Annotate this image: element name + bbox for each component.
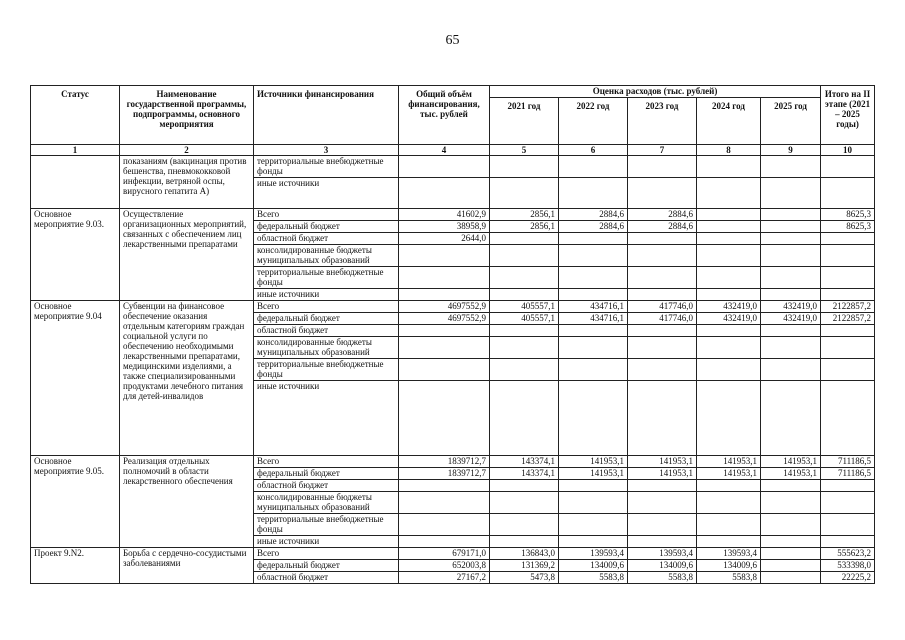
total-cell [399,156,490,178]
year-2022-cell [559,267,628,289]
program-name-cell: Субвенции на финансовое обеспечение оказания отдельным категориям граждан социальной услуги по обеспечению необходимыми лекарственными препаратами, медицинскими изделиями, а также специализированными продуктами лечебного питания для детей-инвалидов [120,301,254,456]
year-2024-cell [697,156,761,178]
year-2021-cell [490,492,559,514]
source-cell: иные источники [254,289,399,301]
year-2025-cell [761,325,821,337]
year-2023-cell: 5583,8 [628,572,697,584]
year-2021-cell [490,325,559,337]
header-2022: 2022 год [559,98,628,145]
year-2023-cell: 417746,0 [628,301,697,313]
year-2024-cell: 5583,8 [697,572,761,584]
year-2025-cell [761,209,821,221]
year-2024-cell [697,325,761,337]
year-2024-cell [697,492,761,514]
year-2021-cell: 2856,1 [490,209,559,221]
year-2025-cell: 432419,0 [761,313,821,325]
stage-total-cell: 533398,0 [821,560,875,572]
total-cell [399,536,490,548]
year-2024-cell [697,233,761,245]
stage-total-cell [821,381,875,456]
year-2023-cell [628,325,697,337]
year-2025-cell [761,359,821,381]
year-2024-cell: 141953,1 [697,456,761,468]
total-cell [399,359,490,381]
year-2021-cell [490,289,559,301]
stage-total-cell [821,267,875,289]
column-number: 2 [120,145,254,156]
year-2023-cell [628,480,697,492]
year-2024-cell [697,221,761,233]
year-2025-cell [761,480,821,492]
year-2022-cell [559,492,628,514]
header-total: Общий объём финансирования, тыс. рублей [399,86,490,145]
year-2023-cell [628,245,697,267]
year-2023-cell [628,381,697,456]
year-2024-cell: 432419,0 [697,313,761,325]
year-2023-cell [628,492,697,514]
year-2021-cell [490,178,559,209]
total-cell: 679171,0 [399,548,490,560]
year-2021-cell: 143374,1 [490,468,559,480]
year-2021-cell: 136843,0 [490,548,559,560]
year-2021-cell: 5473,8 [490,572,559,584]
year-2024-cell [697,359,761,381]
source-cell: территориальные внебюджетные фонды [254,514,399,536]
source-cell: федеральный бюджет [254,313,399,325]
column-number: 3 [254,145,399,156]
year-2023-cell [628,536,697,548]
year-2022-cell [559,233,628,245]
year-2022-cell [559,156,628,178]
year-2021-cell: 405557,1 [490,301,559,313]
stage-total-cell: 711186,5 [821,456,875,468]
source-cell: федеральный бюджет [254,221,399,233]
year-2024-cell: 139593,4 [697,548,761,560]
year-2024-cell [697,289,761,301]
year-2023-cell: 134009,6 [628,560,697,572]
total-cell: 4697552,9 [399,301,490,313]
status-cell [31,156,120,209]
total-cell [399,289,490,301]
stage-total-cell [821,325,875,337]
year-2024-cell [697,536,761,548]
stage-total-cell: 2122857,2 [821,313,875,325]
year-2024-cell [697,178,761,209]
year-2025-cell [761,221,821,233]
stage-total-cell: 711186,5 [821,468,875,480]
year-2025-cell: 432419,0 [761,301,821,313]
year-2025-cell: 141953,1 [761,468,821,480]
year-2021-cell [490,267,559,289]
year-2023-cell [628,178,697,209]
year-2022-cell [559,325,628,337]
year-2025-cell [761,560,821,572]
header-stage-total: Итого на II этапе (2021 – 2025 годы) [821,86,875,145]
table-row [31,156,875,178]
year-2025-cell [761,289,821,301]
year-2022-cell: 2884,6 [559,209,628,221]
year-2023-cell: 139593,4 [628,548,697,560]
financing-table [30,85,875,584]
year-2025-cell [761,548,821,560]
year-2022-cell: 141953,1 [559,468,628,480]
year-2022-cell: 434716,1 [559,301,628,313]
year-2021-cell [490,337,559,359]
source-cell: областной бюджет [254,233,399,245]
year-2025-cell [761,337,821,359]
year-2022-cell [559,536,628,548]
stage-total-cell: 555623,2 [821,548,875,560]
table-header [31,86,875,156]
year-2022-cell [559,514,628,536]
stage-total-cell: 2122857,2 [821,301,875,313]
year-2023-cell [628,156,697,178]
year-2022-cell: 2884,6 [559,221,628,233]
stage-total-cell [821,514,875,536]
stage-total-cell [821,536,875,548]
year-2022-cell: 134009,6 [559,560,628,572]
header-2025: 2025 год [761,98,821,145]
source-cell: Всего [254,456,399,468]
year-2023-cell: 141953,1 [628,468,697,480]
total-cell: 652003,8 [399,560,490,572]
total-cell [399,245,490,267]
year-2022-cell: 141953,1 [559,456,628,468]
year-2022-cell [559,480,628,492]
year-2022-cell [559,359,628,381]
column-number: 7 [628,145,697,156]
year-2022-cell [559,245,628,267]
source-cell: консолидированные бюджеты муниципальных образований [254,492,399,514]
program-name-cell: Реализация отдельных полномочий в области лекарственного обеспечения [120,456,254,548]
year-2023-cell [628,337,697,359]
year-2022-cell: 434716,1 [559,313,628,325]
source-cell: Всего [254,301,399,313]
stage-total-cell [821,492,875,514]
page-number: 65 [445,33,460,48]
source-cell: областной бюджет [254,325,399,337]
year-2021-cell: 405557,1 [490,313,559,325]
year-2021-cell: 131369,2 [490,560,559,572]
source-cell: областной бюджет [254,572,399,584]
stage-total-cell [821,337,875,359]
source-cell: территориальные внебюджетные фонды [254,267,399,289]
year-2021-cell [490,381,559,456]
total-cell: 41602,9 [399,209,490,221]
program-name-cell: Борьба с сердечно-сосудистыми заболеваниями [120,548,254,584]
table-body [31,156,875,584]
column-number: 10 [821,145,875,156]
year-2022-cell [559,178,628,209]
stage-total-cell [821,178,875,209]
year-2024-cell [697,267,761,289]
program-name-cell: Осуществление организационных мероприятий, связанных с обеспечением лиц лекарственными препаратами [120,209,254,301]
table-row [31,548,875,560]
year-2024-cell: 141953,1 [697,468,761,480]
header-2023: 2023 год [628,98,697,145]
year-2021-cell [490,359,559,381]
total-cell [399,492,490,514]
stage-total-cell: 8625,3 [821,221,875,233]
year-2021-cell [490,245,559,267]
source-cell: территориальные внебюджетные фонды [254,359,399,381]
year-2023-cell [628,514,697,536]
stage-total-cell [821,245,875,267]
column-number: 5 [490,145,559,156]
year-2021-cell [490,536,559,548]
total-cell [399,178,490,209]
year-2024-cell [697,480,761,492]
year-2024-cell: 134009,6 [697,560,761,572]
year-2021-cell [490,156,559,178]
stage-total-cell [821,359,875,381]
year-2023-cell [628,289,697,301]
source-cell: Всего [254,209,399,221]
total-cell [399,267,490,289]
table-row [31,209,875,221]
header-estimate: Оценка расходов (тыс. рублей) [490,86,821,98]
year-2022-cell [559,337,628,359]
year-2025-cell [761,178,821,209]
total-cell: 4697552,9 [399,313,490,325]
year-2022-cell [559,381,628,456]
table-row [31,456,875,468]
total-cell: 27167,2 [399,572,490,584]
year-2023-cell [628,267,697,289]
source-cell: федеральный бюджет [254,560,399,572]
stage-total-cell [821,156,875,178]
header-2021: 2021 год [490,98,559,145]
source-cell: иные источники [254,178,399,209]
year-2024-cell [697,209,761,221]
header-source: Источники финансирования [254,86,399,145]
header-name: Наименование государственной программы, подпрограммы, основного мероприятия [120,86,254,145]
year-2025-cell [761,381,821,456]
status-cell: Основное мероприятие 9.03. [31,209,120,301]
total-cell [399,325,490,337]
source-cell: областной бюджет [254,480,399,492]
year-2021-cell [490,233,559,245]
source-cell: консолидированные бюджеты муниципальных образований [254,337,399,359]
year-2025-cell [761,536,821,548]
status-cell: Проект 9.N2. [31,548,120,584]
year-2024-cell [697,245,761,267]
total-cell: 2644,0 [399,233,490,245]
source-cell: иные источники [254,536,399,548]
year-2023-cell: 417746,0 [628,313,697,325]
year-2024-cell [697,514,761,536]
total-cell [399,337,490,359]
year-2025-cell [761,267,821,289]
column-number: 6 [559,145,628,156]
year-2023-cell: 2884,6 [628,221,697,233]
stage-total-cell [821,480,875,492]
year-2021-cell: 2856,1 [490,221,559,233]
year-2022-cell [559,289,628,301]
year-2025-cell [761,514,821,536]
total-cell [399,381,490,456]
program-name-cell: показаниям (вакцинация против бешенства, пневмококковой инфекции, ветряной оспы, вирусного гепатита А) [120,156,254,209]
source-cell: федеральный бюджет [254,468,399,480]
year-2025-cell: 141953,1 [761,456,821,468]
year-2021-cell [490,514,559,536]
year-2025-cell [761,245,821,267]
stage-total-cell [821,289,875,301]
year-2024-cell: 432419,0 [697,301,761,313]
year-2024-cell [697,381,761,456]
source-cell: консолидированные бюджеты муниципальных образований [254,245,399,267]
table-row [31,301,875,313]
header-2024: 2024 год [697,98,761,145]
year-2025-cell [761,233,821,245]
total-cell: 1839712,7 [399,468,490,480]
year-2024-cell [697,337,761,359]
status-cell: Основное мероприятие 9.05. [31,456,120,548]
year-2022-cell: 5583,8 [559,572,628,584]
column-numbers-row [31,145,875,156]
year-2023-cell [628,359,697,381]
stage-total-cell: 8625,3 [821,209,875,221]
status-cell: Основное мероприятие 9.04 [31,301,120,456]
total-cell: 38958,9 [399,221,490,233]
year-2025-cell [761,492,821,514]
header-status: Статус [31,86,120,145]
total-cell [399,480,490,492]
year-2022-cell: 139593,4 [559,548,628,560]
source-cell: территориальные внебюджетные фонды [254,156,399,178]
year-2023-cell: 141953,1 [628,456,697,468]
column-number: 4 [399,145,490,156]
stage-total-cell [821,233,875,245]
column-number: 1 [31,145,120,156]
source-cell: Всего [254,548,399,560]
year-2021-cell [490,480,559,492]
year-2025-cell [761,156,821,178]
stage-total-cell: 22225,2 [821,572,875,584]
total-cell [399,514,490,536]
year-2021-cell: 143374,1 [490,456,559,468]
source-cell: иные источники [254,381,399,456]
year-2025-cell [761,572,821,584]
column-number: 9 [761,145,821,156]
column-number: 8 [697,145,761,156]
year-2023-cell [628,233,697,245]
year-2023-cell: 2884,6 [628,209,697,221]
total-cell: 1839712,7 [399,456,490,468]
